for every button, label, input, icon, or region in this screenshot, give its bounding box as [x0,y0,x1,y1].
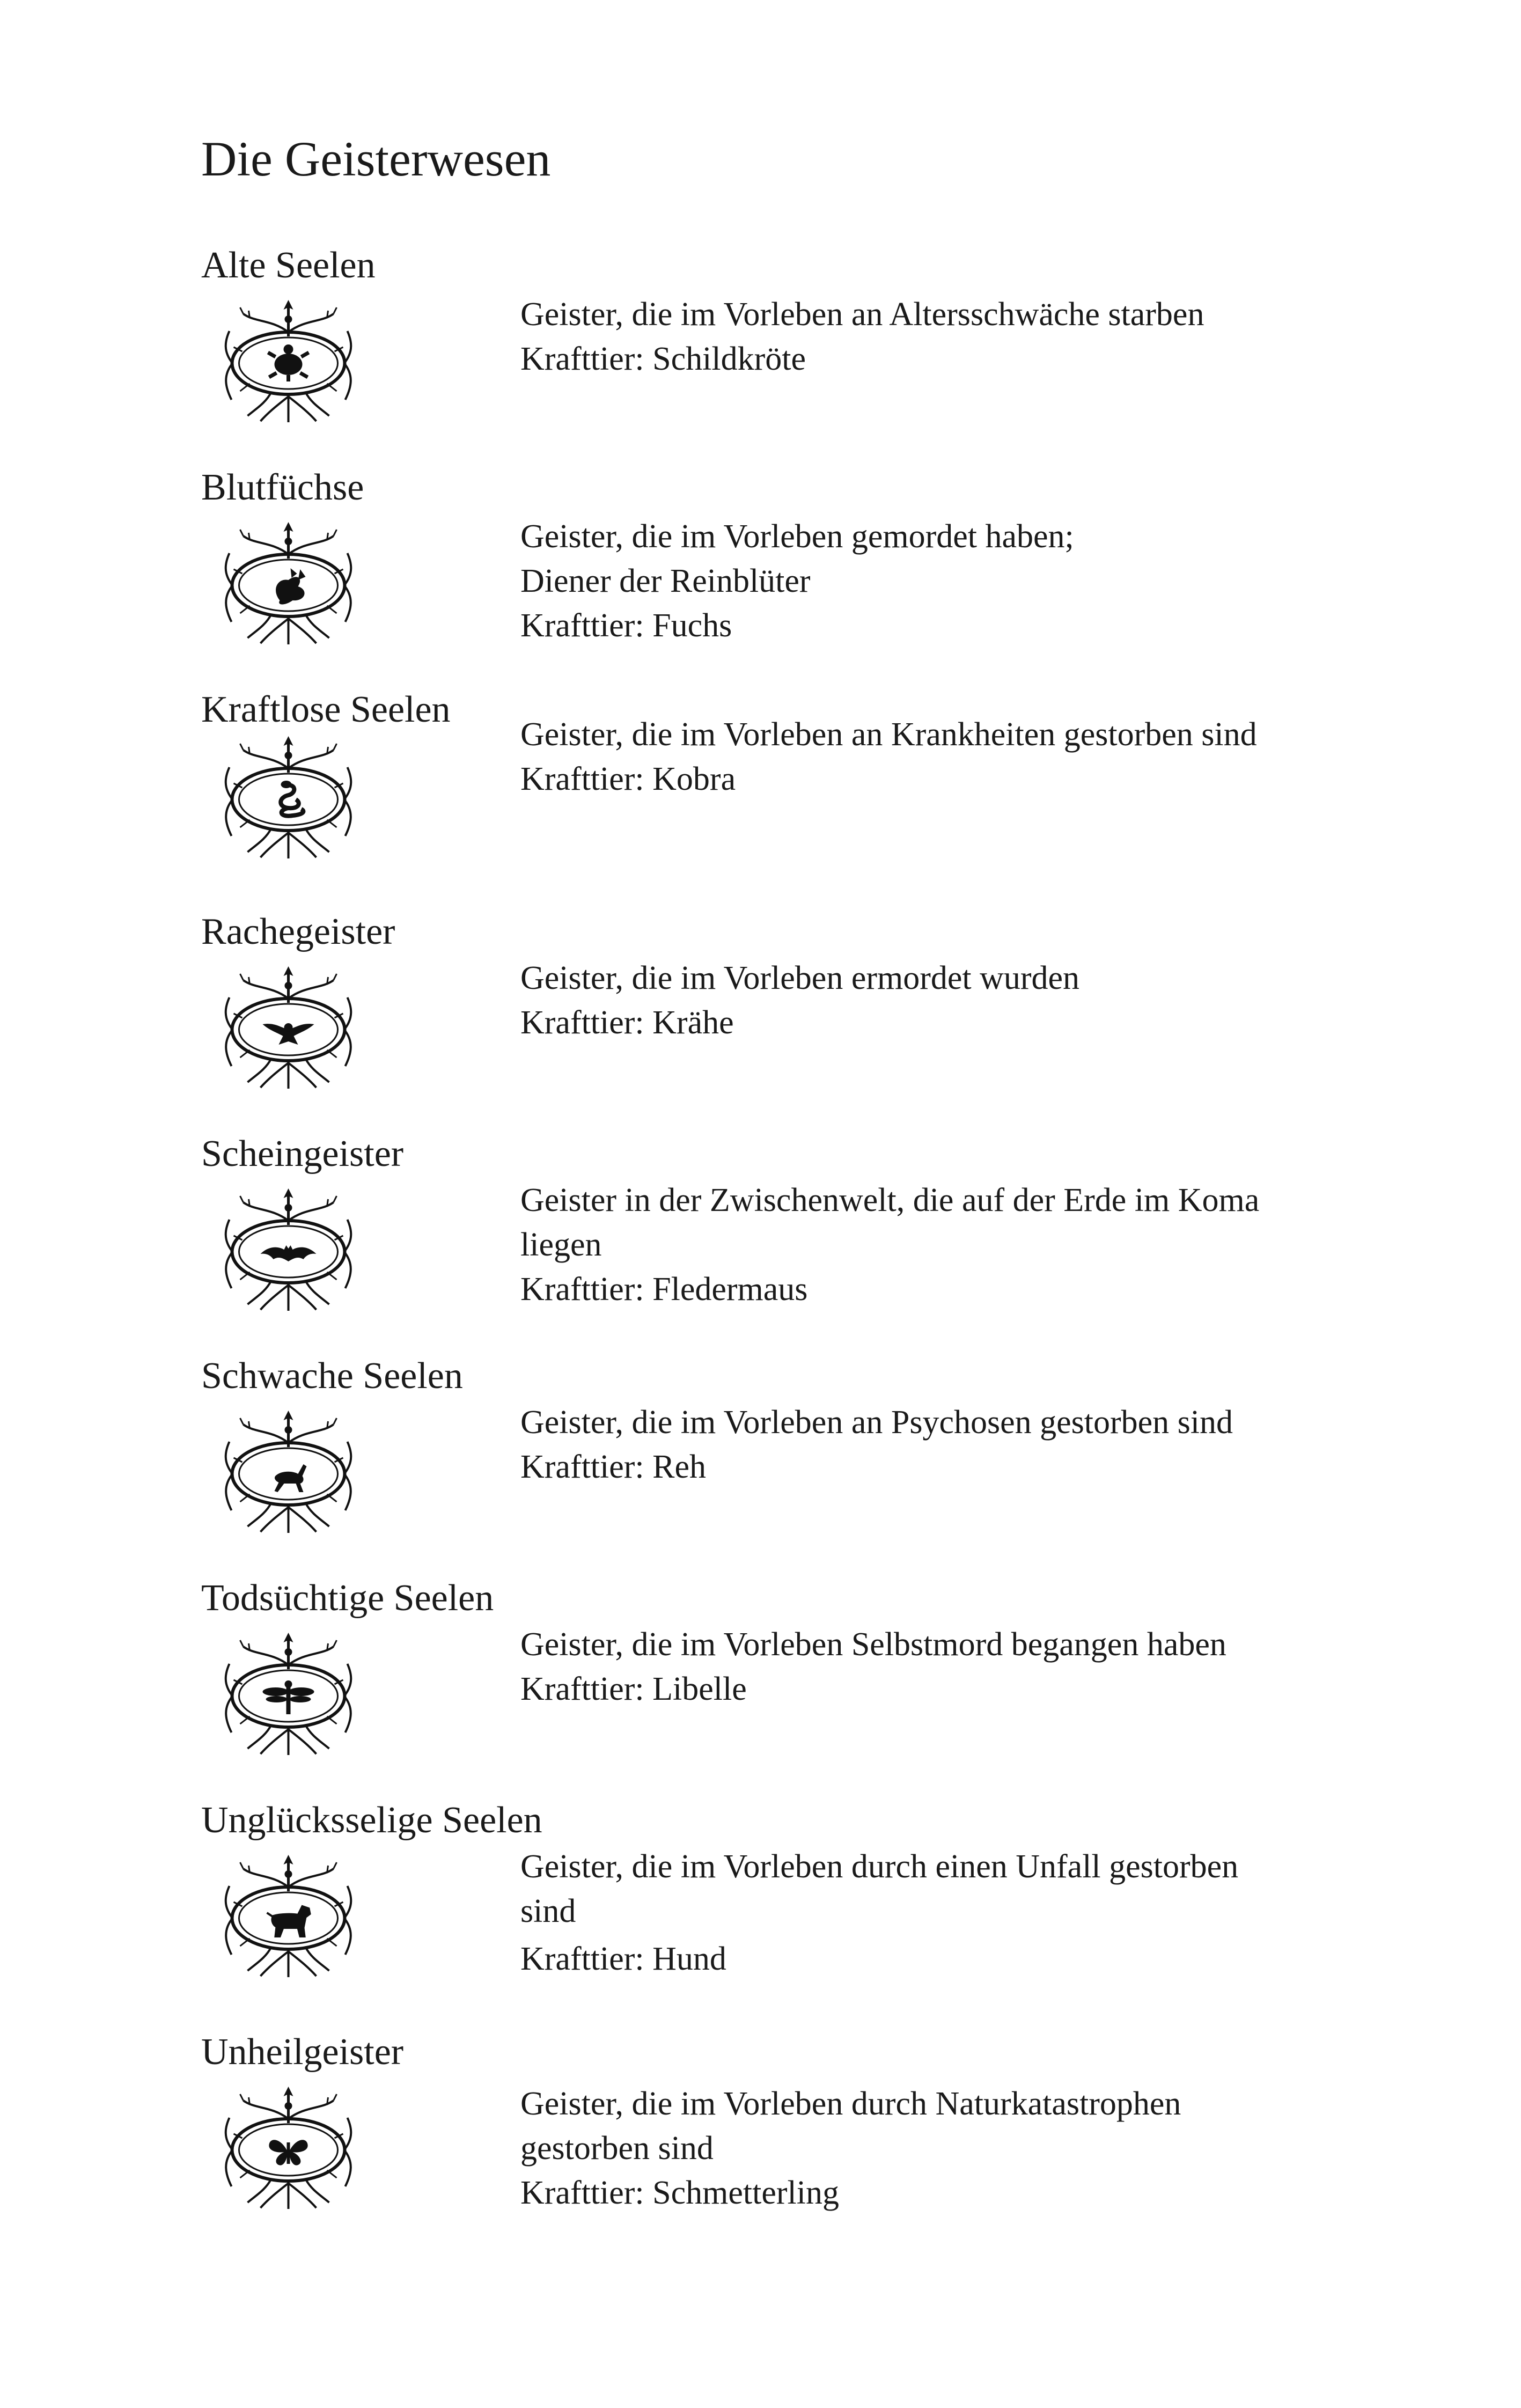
description-line: Geister, die im Vorleben an Altersschwäche starben [520,296,1204,333]
description-line: Krafttier: Krähe [520,1004,734,1041]
entry-title: Alte Seelen [201,245,376,286]
crow-emblem-icon [217,964,359,1093]
description-line: Krafttier: Fuchs [520,607,732,644]
turtle-emblem-icon [217,298,359,427]
entry-description [520,292,1336,381]
description-line: Geister in der Zwischenwelt, die auf der Erde im Koma [520,1182,1260,1218]
bat-emblem-icon [217,1186,359,1315]
entry-title: Unheilgeister [201,2031,404,2073]
entry-title: Kraftlose Seelen [201,689,451,730]
entry-description [520,956,1336,1045]
entry-title: Scheingeister [201,1133,404,1174]
description-line: Geister, die im Vorleben gemordet haben; [520,518,1074,555]
description-line: Geister, die im Vorleben an Psychosen gestorben sind [520,1404,1233,1441]
description-line: Geister, die im Vorleben Selbstmord begangen haben [520,1626,1226,1663]
description-line: Krafttier: Fledermaus [520,1271,808,1308]
entry-title: Rachegeister [201,911,395,952]
entry-description [520,1178,1336,1312]
description-line: Geister, die im Vorleben durch Naturkatastrophen [520,2086,1181,2122]
entry-title: Todsüchtige Seelen [201,1577,494,1619]
entry-description [520,1845,1336,1981]
dog-emblem-icon [217,1853,359,1981]
description-line: Krafttier: Libelle [520,1671,747,1707]
entry-description [520,713,1336,802]
description-line: gestorben sind [520,2130,714,2167]
description-line: Krafttier: Kobra [520,761,736,797]
entry-description [520,1400,1336,1489]
entry-title: Unglücksselige Seelen [201,1800,542,1841]
description-line: Krafttier: Schildkröte [520,341,806,377]
description-line: Geister, die im Vorleben durch einen Unfall gestorben [520,1848,1239,1885]
deer-emblem-icon [217,1408,359,1537]
dragonfly-emblem-icon [217,1631,359,1759]
entry-title: Schwache Seelen [201,1355,463,1397]
butterfly-emblem-icon [217,2084,359,2213]
description-line: Krafttier: Schmetterling [520,2175,839,2211]
page-title: Die Geisterwesen [201,131,551,186]
entry-description [520,2082,1336,2215]
cobra-emblem-icon [217,734,359,863]
description-line: Krafttier: Hund [520,1941,726,1977]
entry-title: Blutfüchse [201,467,364,508]
description-line: liegen [520,1227,602,1263]
description-line: Geister, die im Vorleben an Krankheiten gestorben sind [520,716,1257,753]
description-line: Krafttier: Reh [520,1449,707,1485]
entry-description [520,1623,1336,1712]
fox-emblem-icon [217,520,359,649]
entry-description [520,515,1336,648]
description-line: Geister, die im Vorleben ermordet wurden [520,960,1080,996]
description-line: Diener der Reinblüter [520,563,811,599]
description-line: sind [520,1893,576,1929]
